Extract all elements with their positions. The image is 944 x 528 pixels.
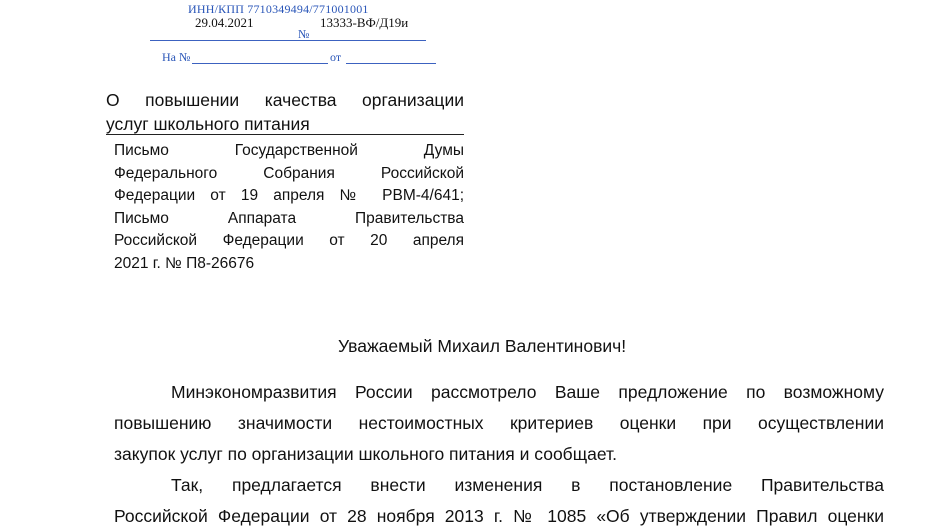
number-sign-label: № [298, 27, 310, 41]
reference-line: Письмо Аппарата Правительства [114, 209, 464, 227]
body-line: закупок услуг по организации школьного питания и сообщает. [114, 444, 617, 464]
references-block [114, 140, 464, 275]
letter-body [114, 377, 884, 528]
reference-line: Федерального Собрания Российской [114, 164, 464, 182]
reference-line: Федерации от 19 апреля № РВМ-4/641; [114, 187, 464, 204]
reply-to-number-underline [192, 63, 328, 64]
reference-line: Российской Федерации от 20 апреля [114, 232, 464, 249]
subject-line: услуг школьного питания [106, 114, 310, 134]
body-line: Минэкономразвития России рассмотрело Ваше предложение по возможному [171, 382, 884, 402]
date-number-underline [150, 40, 426, 41]
reference-line: 2021 г. № П8-26676 [114, 254, 255, 272]
reply-to-date-underline [346, 63, 436, 64]
reference-line: Письмо Государственной Думы [114, 142, 464, 159]
reply-to-date-label: от [330, 50, 342, 64]
registration-number: 13333-ВФ/Д19и [320, 15, 409, 30]
body-line: повышению значимости нестоимостных критериев оценки при осуществлении [114, 413, 884, 433]
reply-to-number-label: На № [162, 50, 191, 64]
letter-subject [106, 88, 464, 139]
subject-line: О повышении качества организации [106, 90, 464, 110]
greeting: Уважаемый Михаил Валентинович! [338, 336, 627, 356]
body-line: Так, предлагается внести изменения в постановление Правительства [171, 475, 884, 495]
body-line: Российской Федерации от 28 ноября 2013 г. № 1085 «Об утверждении Правил оценки [114, 506, 884, 526]
letter-date: 29.04.2021 [195, 15, 254, 30]
inn-kpp-label: ИНН/КПП 7710349494/771001001 [188, 2, 369, 16]
